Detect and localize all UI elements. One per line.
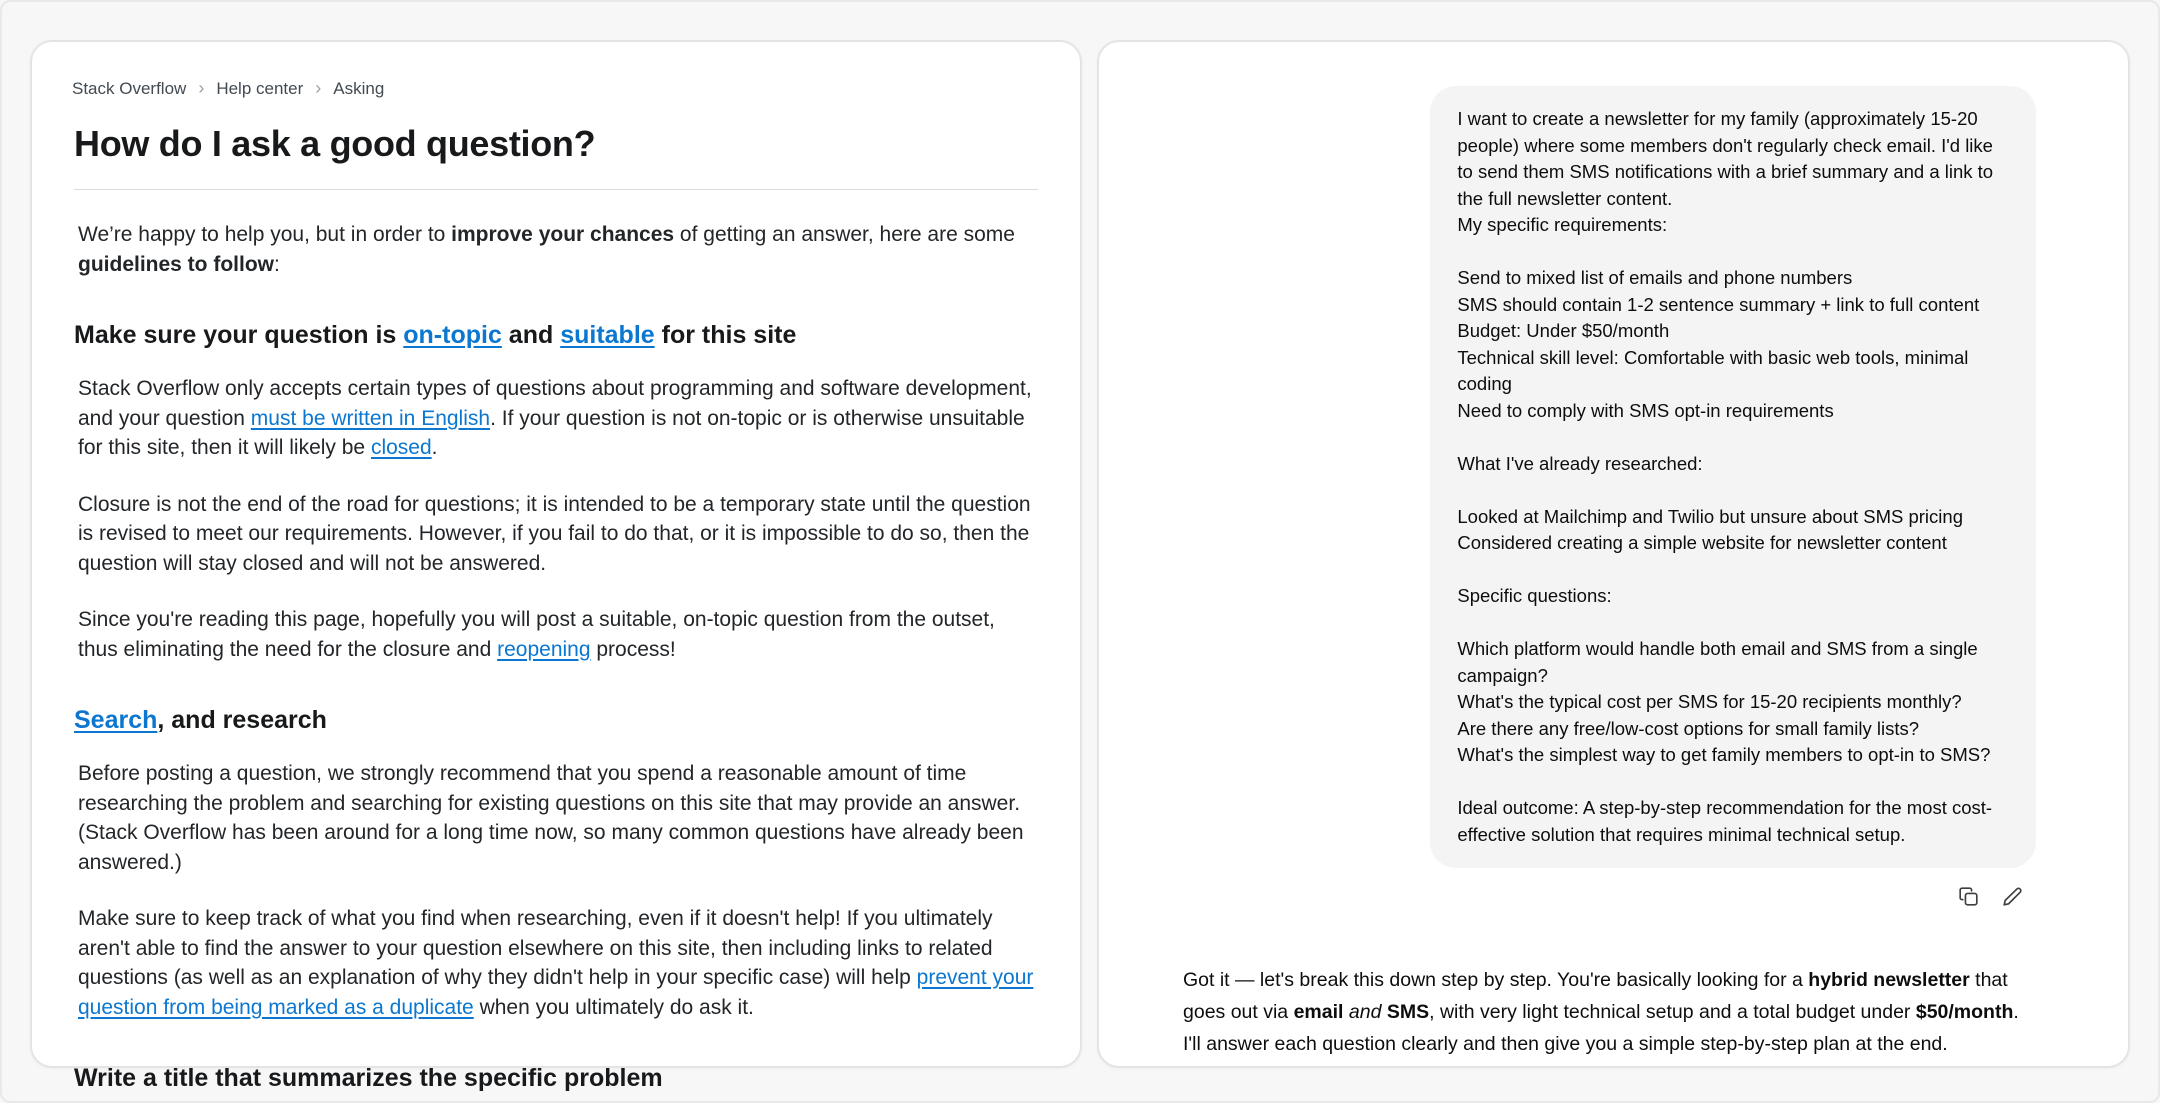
text-run: hybrid newsletter <box>1808 969 1970 991</box>
text-run: improve your chances <box>451 223 675 246</box>
inline-link[interactable]: must be written in English <box>250 406 491 430</box>
text-run: : <box>274 252 280 276</box>
inline-link[interactable]: reopening <box>497 637 591 661</box>
page-title: How do I ask a good question? <box>74 123 596 164</box>
user-message-block <box>1457 265 2009 424</box>
title-divider <box>74 189 1038 190</box>
text-run: Got it — let's break this down step by step. You're basically looking for a <box>1183 969 1809 991</box>
breadcrumb-item[interactable]: Stack Overflow <box>72 78 187 98</box>
user-message-line: Budget: Under $50/month <box>1457 320 1670 341</box>
inline-link[interactable]: suitable <box>560 321 655 349</box>
breadcrumb <box>72 78 1040 99</box>
text-run: Before posting a question, we strongly recommend that you spend a reasonable amount of time researching the problem and searching for existing questions on this site that may provide an answer. (Stack Overflow has been around for a long time now, so many common questions have already been answered.) <box>78 762 1024 874</box>
text-run: We’re happy to help you, but in order to <box>78 223 452 246</box>
text-run: guidelines to follow <box>78 252 274 276</box>
inline-link[interactable]: Search <box>74 706 158 734</box>
message-actions <box>1183 880 2028 912</box>
user-message-line: What's the typical cost per SMS for 15-20 recipients monthly? <box>1457 691 1962 712</box>
paragraph <box>78 605 1034 664</box>
text-run: Make sure your question is <box>74 321 404 349</box>
user-message-block <box>1457 451 2009 478</box>
chat-panel <box>1097 40 2130 1068</box>
text-run: , with very light technical setup and a total budget under <box>1429 1001 1916 1023</box>
copy-icon <box>1958 886 1979 907</box>
user-message-block <box>1457 504 2009 557</box>
user-message-row <box>1183 86 2036 868</box>
user-message-bubble <box>1430 86 2036 868</box>
text-run: email <box>1293 1001 1344 1023</box>
user-message-line: My specific requirements: <box>1457 214 1668 235</box>
paragraph <box>78 759 1034 877</box>
user-message-block <box>1457 583 2009 610</box>
text-run: , and research <box>157 706 327 734</box>
inline-link[interactable]: closed <box>370 436 432 459</box>
text-run: Write a title that summarizes the specific problem <box>74 1064 663 1092</box>
text-run: Make sure to keep track of what you find when researching, even if it doesn't help! If you ultimately aren't able to find the answer to your question elsewhere on this site, then including links to related questions (as well as an explanation of why they didn't help in your specific case) will help <box>78 907 993 989</box>
inline-link[interactable]: on-topic <box>403 321 502 349</box>
user-message-line: Which platform would handle both email and SMS from a single campaign? <box>1457 638 1978 686</box>
breadcrumb-item[interactable]: Asking <box>333 78 385 98</box>
text-run: Closure is not the end of the road for questions; it is intended to be a temporary state until the question is revised to meet our requirements. However, if you fail to do that, or it is impossible to do so, then the question will stay closed and will not be answered. <box>78 492 1031 575</box>
user-message-line: Send to mixed list of emails and phone numbers <box>1457 267 1853 288</box>
paragraph <box>78 220 1034 279</box>
user-message-line: I want to create a newsletter for my family (approximately 15-20 people) where some members don't regularly check email. I'd like to send them SMS notifications with a brief summary and a link to the full newsletter content. <box>1457 108 1994 209</box>
text-run: $50/month <box>1915 1001 2014 1023</box>
user-message-line: Considered creating a simple website for newsletter content <box>1457 532 1947 553</box>
text-run: process! <box>590 637 676 661</box>
breadcrumb-item[interactable]: Help center <box>216 78 304 98</box>
copy-button[interactable] <box>1952 880 1984 912</box>
text-run: when you ultimately do ask it. <box>473 995 754 1019</box>
inline-link[interactable]: prevent your question from being marked as a duplicate <box>78 966 1034 1019</box>
text-run: Since you're reading this page, hopefully you will post a suitable, on-topic question from the outset, thus eliminating the need for the closure and <box>78 608 995 661</box>
user-message-line: What's the simplest way to get family members to opt-in to SMS? <box>1457 744 1991 765</box>
text-run: for this site <box>654 321 797 349</box>
user-message-block <box>1457 795 2009 848</box>
user-message-line: Looked at Mailchimp and Twilio but unsure about SMS pricing <box>1457 505 1963 527</box>
section-heading <box>74 319 1040 352</box>
edit-button[interactable] <box>1996 880 2028 912</box>
user-message-line: Technical skill level: Comfortable with basic web tools, minimal coding <box>1457 346 1969 394</box>
edit-icon <box>2002 886 2023 907</box>
user-message-line: Specific questions: <box>1457 585 1612 606</box>
section-heading <box>74 1062 1040 1095</box>
breadcrumb-separator: › <box>315 78 322 98</box>
text-run: that goes out via <box>1183 969 2008 1023</box>
text-run: and <box>1348 1001 1382 1023</box>
user-message-line: Are there any free/low-cost options for small family lists? <box>1457 717 1920 739</box>
text-run: . I'll answer each question clearly and then give you a simple step-by-step plan at the end. <box>1183 1001 2019 1055</box>
text-run: of getting an answer, here are some <box>674 223 1015 246</box>
breadcrumb-separator: › <box>198 78 205 98</box>
text-run: . <box>431 436 438 459</box>
user-message-line: SMS should contain 1-2 sentence summary + link to full content <box>1457 293 1980 315</box>
help-article-panel <box>30 40 1082 1092</box>
article-body <box>72 220 1040 1095</box>
text-run: Stack Overflow only accepts certain types of questions about programming and software development, and your question <box>78 377 1032 430</box>
section-heading <box>74 704 1040 737</box>
paragraph <box>78 490 1034 579</box>
paragraph <box>78 374 1034 463</box>
user-message-line: What I've already researched: <box>1457 452 1703 474</box>
chat-thread <box>1183 86 2036 1060</box>
user-message-line: Ideal outcome: A step-by-step recommendation for the most cost-effective solution that requires minimal technical setup. <box>1457 797 1993 845</box>
text-run: . If your question is not on-topic or is otherwise unsuitable for this site, then it will likely be <box>78 406 1025 459</box>
user-message-block <box>1457 106 2009 239</box>
text-run: and <box>501 321 561 349</box>
text-run: SMS <box>1386 1001 1430 1023</box>
assistant-message <box>1183 964 2036 1060</box>
paragraph <box>78 904 1034 1022</box>
user-message-block <box>1457 636 2009 769</box>
user-message-line: Need to comply with SMS opt-in requirements <box>1457 399 1834 421</box>
